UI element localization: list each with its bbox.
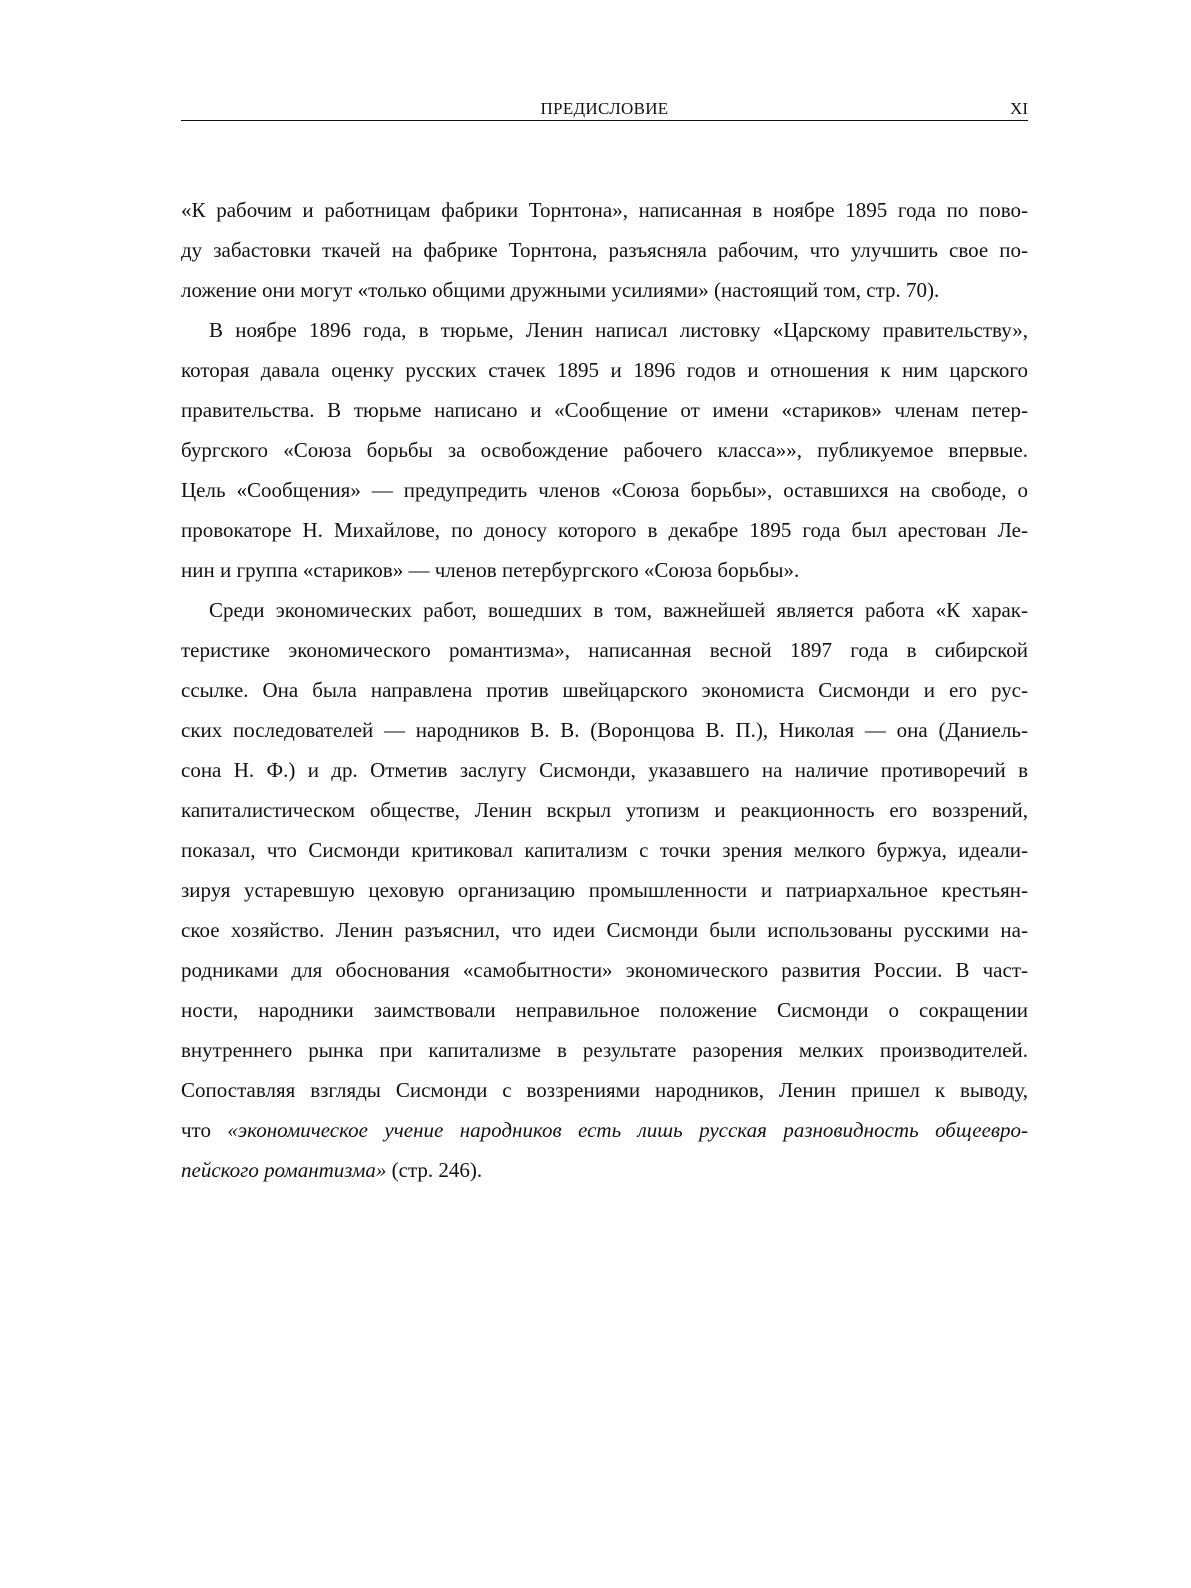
text-line: сона Н. Ф.) и др. Отметив заслугу Сисмонди, указавшего на наличие противоречий в: [181, 758, 1028, 782]
text-line: Цель «Сообщения» — предупредить членов «Союза борьбы», оставшихся на свободе, о: [181, 478, 1028, 502]
text-line: зируя устаревшую цеховую организацию промышленности и патриархальное крестьян-: [181, 878, 1028, 902]
italic-quote: пейского романтизма»: [181, 1158, 387, 1182]
running-header: [181, 96, 1028, 121]
text-line: правительства. В тюрьме написано и «Сообщение от имени «стариков» членам петер-: [181, 398, 1028, 422]
text-line: ское хозяйство. Ленин разъяснил, что идеи Сисмонди были использованы русскими на-: [181, 918, 1028, 942]
text-line: показал, что Сисмонди критиковал капитализм с точки зрения мелкого буржуа, идеали-: [181, 838, 1028, 862]
text-line: родниками для обоснования «самобытности» экономического развития России. В част-: [181, 958, 1028, 982]
text-line-mixed: [181, 1110, 1028, 1150]
italic-quote: «экономическое учение народников есть лишь русская разновидность общеевро-: [227, 1118, 1028, 1142]
text-line: нин и группа «стариков» — членов петербургского «Союза борьбы».: [181, 558, 800, 582]
header-title: ПРЕДИСЛОВИЕ: [540, 99, 669, 118]
text-line: Сопоставляя взгляды Сисмонди с воззрениями народников, Ленин пришел к выводу,: [181, 1078, 1028, 1102]
text-line: теристике экономического романтизма», написанная весной 1897 года в сибирской: [181, 638, 1028, 662]
text-line: которая давала оценку русских стачек 1895 и 1896 годов и отношения к ним царского: [181, 358, 1028, 382]
body-text: [181, 190, 1028, 1190]
text-line: «К рабочим и работницам фабрики Торнтона», написанная в ноябре 1895 года по пово-: [181, 198, 1028, 222]
text-line: ских последователей — народников В. В. (Воронцова В. П.), Николая — она (Даниель-: [181, 718, 1028, 742]
text-line: ложение они могут «только общими дружными усилиями» (настоящий том, стр. 70).: [181, 278, 940, 302]
plain-text: что: [181, 1118, 228, 1142]
text-line: Среди экономических работ, вошедших в том, важнейшей является работа «К харак-: [209, 598, 1028, 622]
page-number: XI: [1010, 99, 1028, 118]
plain-text: (стр. 246).: [386, 1158, 483, 1182]
text-line: ду забастовки ткачей на фабрике Торнтона, разъясняла рабочим, что улучшить свое по-: [181, 238, 1028, 262]
text-line-mixed: [181, 1150, 1028, 1190]
text-line: капиталистическом обществе, Ленин вскрыл утопизм и реакционность его воззрений,: [181, 798, 1028, 822]
text-line: ссылке. Она была направлена против швейцарского экономиста Сисмонди и его рус-: [181, 678, 1028, 702]
text-line: ности, народники заимствовали неправильное положение Сисмонди о сокращении: [181, 998, 1028, 1022]
text-line: В ноябре 1896 года, в тюрьме, Ленин написал листовку «Царскому правительству»,: [209, 318, 1028, 342]
text-line: внутреннего рынка при капитализме в результате разорения мелких производителей.: [181, 1038, 1028, 1062]
text-line: провокаторе Н. Михайлове, по доносу которого в декабре 1895 года был арестован Ле-: [181, 518, 1028, 542]
text-line: бургского «Союза борьбы за освобождение рабочего класса»», публикуемое впервые.: [181, 438, 1028, 462]
